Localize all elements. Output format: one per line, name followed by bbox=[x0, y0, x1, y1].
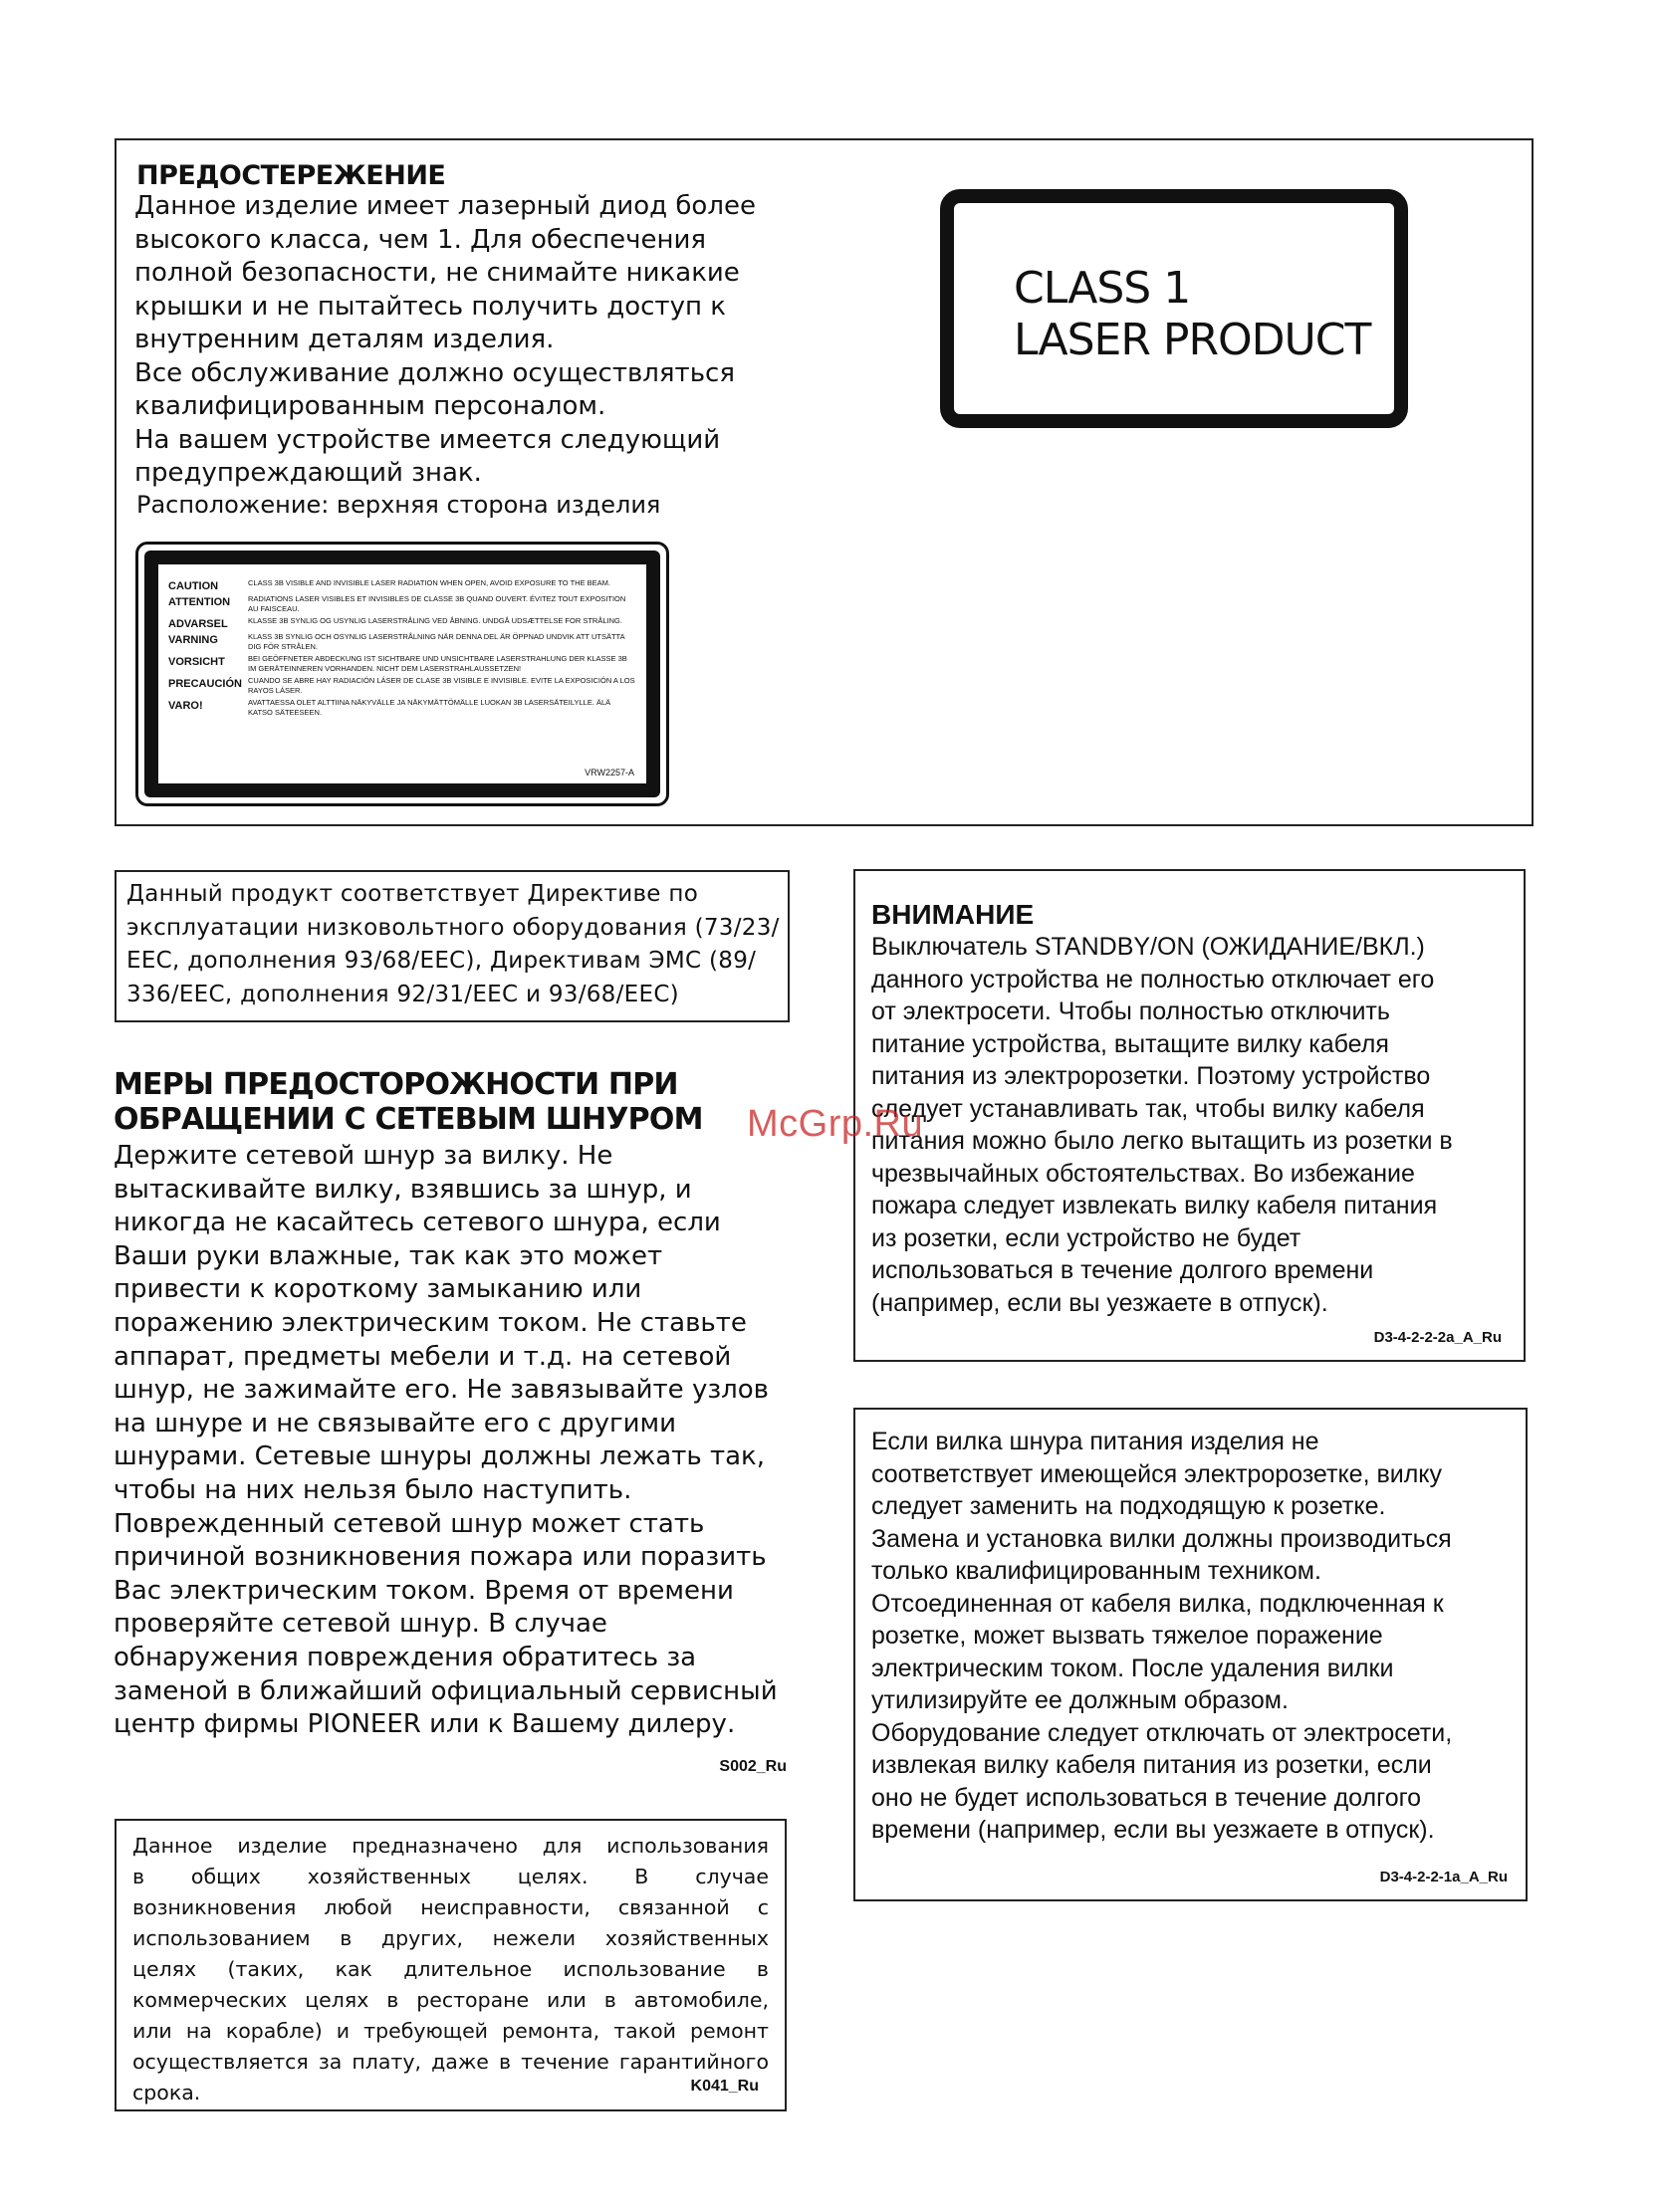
warning-text: BEI GEÖFFNETER ABDECKUNG IST SICHTBARE UND UNSICHTBARE LASERSTRAHLUNG DER KLASSE 3B IM GERÄTEINNEREN VORHANDEN. NICHT DEM LASERSTRAHLAUSSETZEN! bbox=[248, 654, 627, 673]
plug-line: Если вилка шнура питания изделия не bbox=[871, 1428, 1319, 1455]
caution-line: Все обслуживание должно осуществляться bbox=[134, 357, 735, 388]
directive-line: 336/EEC, дополнения 92/31/EEC и 93/68/EEC) bbox=[126, 981, 679, 1007]
plug-line: Отсоединенная от кабеля вилка, подключенная к bbox=[871, 1589, 1444, 1618]
warning-label-code: VRW2257-A bbox=[585, 768, 634, 777]
caution-line: квалифицированным персоналом. bbox=[134, 391, 606, 421]
cord-line: Держите сетевой шнур за вилку. Не bbox=[114, 1141, 613, 1171]
household-line: осуществляется за плату, даже в течение гарантийного bbox=[132, 2050, 769, 2074]
household-line: коммерческих целях в ресторане или в автомобиле, bbox=[132, 1988, 769, 2012]
plug-line: извлекая вилку кабеля питания из розетки, если bbox=[871, 1751, 1432, 1779]
attention-line: от электросети. Чтобы полностью отключить bbox=[871, 997, 1390, 1025]
caution-line: крышки и не пытайтесь получить доступ к bbox=[134, 291, 726, 322]
plug-replacement-box bbox=[853, 1408, 1528, 1901]
directive-line: эксплуатации низковольтного оборудования (73/23/ bbox=[126, 914, 780, 941]
attention-line: следует устанавливать так, чтобы вилку кабеля bbox=[871, 1094, 1425, 1123]
plug-line: времени (например, если вы уезжаете в отпуск). bbox=[871, 1816, 1435, 1844]
warning-row bbox=[168, 578, 636, 592]
warning-text: CUANDO SE ABRE HAY RADIACIÓN LÁSER DE CLASE 3B VISIBLE E INVISIBLE. EVITE LA EXPOSICIÓN A LOS RAYOS LÁSER. bbox=[248, 676, 635, 695]
attention-line: (например, если вы уезжаете в отпуск). bbox=[871, 1288, 1328, 1317]
household-line: целях (таких, как длительное использование в bbox=[132, 1957, 769, 1981]
warning-text: CLASS 3B VISIBLE AND INVISIBLE LASER RADIATION WHEN OPEN, AVOID EXPOSURE TO THE BEAM. bbox=[248, 578, 610, 587]
attention-code: D3-4-2-2-2a_A_Ru bbox=[1373, 1329, 1502, 1346]
attention-line: использоваться в течение долгого времени bbox=[871, 1256, 1374, 1284]
class1-label-line2: LASER PRODUCT bbox=[1014, 315, 1371, 365]
cord-line: поражению электрическим током. Не ставьте bbox=[114, 1307, 747, 1338]
plug-line: соответствует имеющейся электророзетке, вилку bbox=[871, 1459, 1443, 1488]
warning-text: AVATTAESSA OLET ALTTIINA NÄKYVÄLLE JA NÄKYMÄTTÖMÄLLE LUOKAN 3B LASERSÄTEILYLLE. ÄLÄ KATSO SÄTEESEEN. bbox=[248, 698, 611, 717]
household-line: Данное изделие предназначено для использования bbox=[132, 1834, 769, 1858]
cord-line: заменой в ближайший официальный сервисный bbox=[114, 1675, 778, 1706]
cord-section-body bbox=[114, 1140, 801, 1742]
attention-line: питание устройства, вытащите вилку кабеля bbox=[871, 1029, 1389, 1058]
cord-line: Поврежденный сетевой шнур может стать bbox=[114, 1508, 705, 1539]
household-line: в общих хозяйственных целях. В случае bbox=[132, 1865, 769, 1888]
plug-line: только квалифицированным техником. bbox=[871, 1557, 1321, 1585]
cord-title-line: ОБРАЩЕНИИ С СЕТЕВЫМ ШНУРОМ bbox=[114, 1102, 703, 1137]
warning-text: KLASS 3B SYNLIG OCH OSYNLIG LASERSTRÅLNING NÄR DENNA DEL ÄR ÖPPNAD UNDVIK ATT UTSÄTTA DIG FÖR STRÅLEN. bbox=[248, 632, 625, 651]
watermark: McGrp.Ru bbox=[747, 1103, 924, 1145]
household-line: срока. bbox=[132, 2081, 201, 2104]
warning-text: KLASSE 3B SYNLIG OG USYNLIG LASERSTRÅLING VED ÅBNING. UNDGÅ UDSÆTTELSE FOR STRÅLING. bbox=[248, 616, 622, 625]
class1-laser-label bbox=[940, 189, 1408, 428]
household-line: использованием в других, нежели хозяйственных bbox=[132, 1926, 769, 1950]
cord-section-code: S002_Ru bbox=[719, 1758, 787, 1775]
attention-line: чрезвычайных обстоятельствах. Во избежание bbox=[871, 1159, 1415, 1188]
attention-box bbox=[853, 869, 1526, 1362]
cord-title-line: МЕРЫ ПРЕДОСТОРОЖНОСТИ ПРИ bbox=[114, 1067, 678, 1102]
warning-row bbox=[168, 616, 636, 630]
directive-line: EEC, дополнения 93/68/EEC), Директивам ЭМС (89/ bbox=[126, 948, 757, 974]
cord-line: аппарат, предметы мебели и т.д. на сетевой bbox=[114, 1341, 732, 1372]
cord-line: шнурами. Сетевые шнуры должны лежать так, bbox=[114, 1441, 765, 1472]
caution-location: Расположение: верхняя сторона изделия bbox=[136, 491, 661, 519]
cord-line: никогда не касайтесь сетевого шнура, если bbox=[114, 1208, 721, 1238]
cord-line: привести к короткому замыканию или bbox=[114, 1274, 642, 1305]
warning-text: RADIATIONS LASER VISIBLES ET INVISIBLES DE CLASSE 3B QUAND OUVERT. ÉVITEZ TOUT EXPOSITION AU FAISCEAU. bbox=[248, 594, 626, 613]
attention-line: пожара следует извлекать вилку кабеля питания bbox=[871, 1192, 1438, 1219]
attention-title: ВНИМАНИЕ bbox=[871, 899, 1035, 930]
household-use-box bbox=[115, 1819, 787, 2111]
caution-line: Данное изделие имеет лазерный диод более bbox=[134, 191, 756, 221]
cord-line: причиной возникновения пожара или поразить bbox=[114, 1542, 767, 1573]
plug-line: Оборудование следует отключать от электросети, bbox=[871, 1718, 1453, 1747]
plug-line: оно не будет использоваться в течение долгого bbox=[871, 1783, 1422, 1812]
attention-line: из розетки, если устройство не будет bbox=[871, 1223, 1301, 1252]
laser-warning-label bbox=[135, 542, 669, 806]
warning-key: VARO! bbox=[168, 700, 203, 712]
attention-line: питания из электророзетки. Поэтому устройство bbox=[871, 1062, 1431, 1090]
cord-line: обнаружения повреждения обратитесь за bbox=[114, 1642, 697, 1672]
directive-box bbox=[115, 870, 790, 1022]
caution-line: предупреждающий знак. bbox=[134, 458, 482, 488]
warning-key: CAUTION bbox=[168, 580, 219, 592]
cord-line: чтобы на них нельзя было наступить. bbox=[114, 1474, 632, 1505]
attention-line: данного устройства не полностью отключает его bbox=[871, 965, 1435, 994]
warning-row bbox=[168, 698, 636, 718]
caution-line: полной безопасности, не снимайте никакие bbox=[134, 258, 740, 288]
warning-key: PRECAUCIÓN bbox=[168, 678, 242, 690]
caution-line: На вашем устройстве имеется следующий bbox=[134, 424, 721, 455]
household-line: возникновения любой неисправности, связанной с bbox=[132, 1895, 769, 1919]
plug-line: Замена и установка вилки должны производиться bbox=[871, 1524, 1452, 1553]
warning-row bbox=[168, 654, 636, 674]
plug-line: электрическим током. После удаления вилки bbox=[871, 1654, 1394, 1682]
cord-line: на шнуре и не связывайте его с другими bbox=[114, 1408, 677, 1438]
warning-row bbox=[168, 594, 636, 614]
warning-key: ATTENTION bbox=[168, 596, 231, 608]
plug-line: следует заменить на подходящую к розетке. bbox=[871, 1492, 1386, 1520]
caution-title: ПРЕДОСТЕРЕЖЕНИЕ bbox=[136, 160, 446, 191]
plug-line: утилизируйте ее должным образом. bbox=[871, 1686, 1289, 1714]
warning-key: ADVARSEL bbox=[168, 618, 228, 630]
household-code: K041_Ru bbox=[690, 2078, 759, 2095]
caution-line: высокого класса, чем 1. Для обеспечения bbox=[134, 224, 707, 255]
cord-line: Вас электрическим током. Время от времени bbox=[114, 1575, 734, 1606]
warning-row bbox=[168, 632, 636, 652]
plug-code: D3-4-2-2-1a_A_Ru bbox=[1379, 1869, 1508, 1885]
warning-key: VORSICHT bbox=[168, 656, 225, 668]
cord-line: проверяйте сетевой шнур. В случае bbox=[114, 1609, 607, 1640]
cord-section-title bbox=[114, 1067, 791, 1137]
caution-line: внутренним деталям изделия. bbox=[134, 325, 555, 354]
plug-line: розетке, может вызвать тяжелое поражение bbox=[871, 1622, 1383, 1650]
class1-label-line1: CLASS 1 bbox=[1014, 263, 1191, 314]
directive-line: Данный продукт соответствует Директиве по bbox=[126, 881, 699, 907]
caution-text bbox=[134, 190, 772, 491]
attention-line: Выключатель STANDBY/ON (ОЖИДАНИЕ/ВКЛ.) bbox=[871, 933, 1425, 961]
cord-line: шнур, не зажимайте его. Не завязывайте узлов bbox=[114, 1375, 769, 1406]
warning-key: VARNING bbox=[168, 634, 218, 646]
warning-row bbox=[168, 676, 636, 696]
household-line: или на корабле) и требующей ремонта, такой ремонт bbox=[132, 2019, 769, 2043]
attention-line: питания можно было легко вытащить из розетки в bbox=[871, 1127, 1453, 1155]
cord-line: центр фирмы PIONEER или к Вашему дилеру. bbox=[114, 1709, 736, 1740]
cord-line: вытаскивайте вилку, взявшись за шнур, и bbox=[114, 1174, 692, 1205]
cord-line: Ваши руки влажные, так как это может bbox=[114, 1240, 663, 1271]
